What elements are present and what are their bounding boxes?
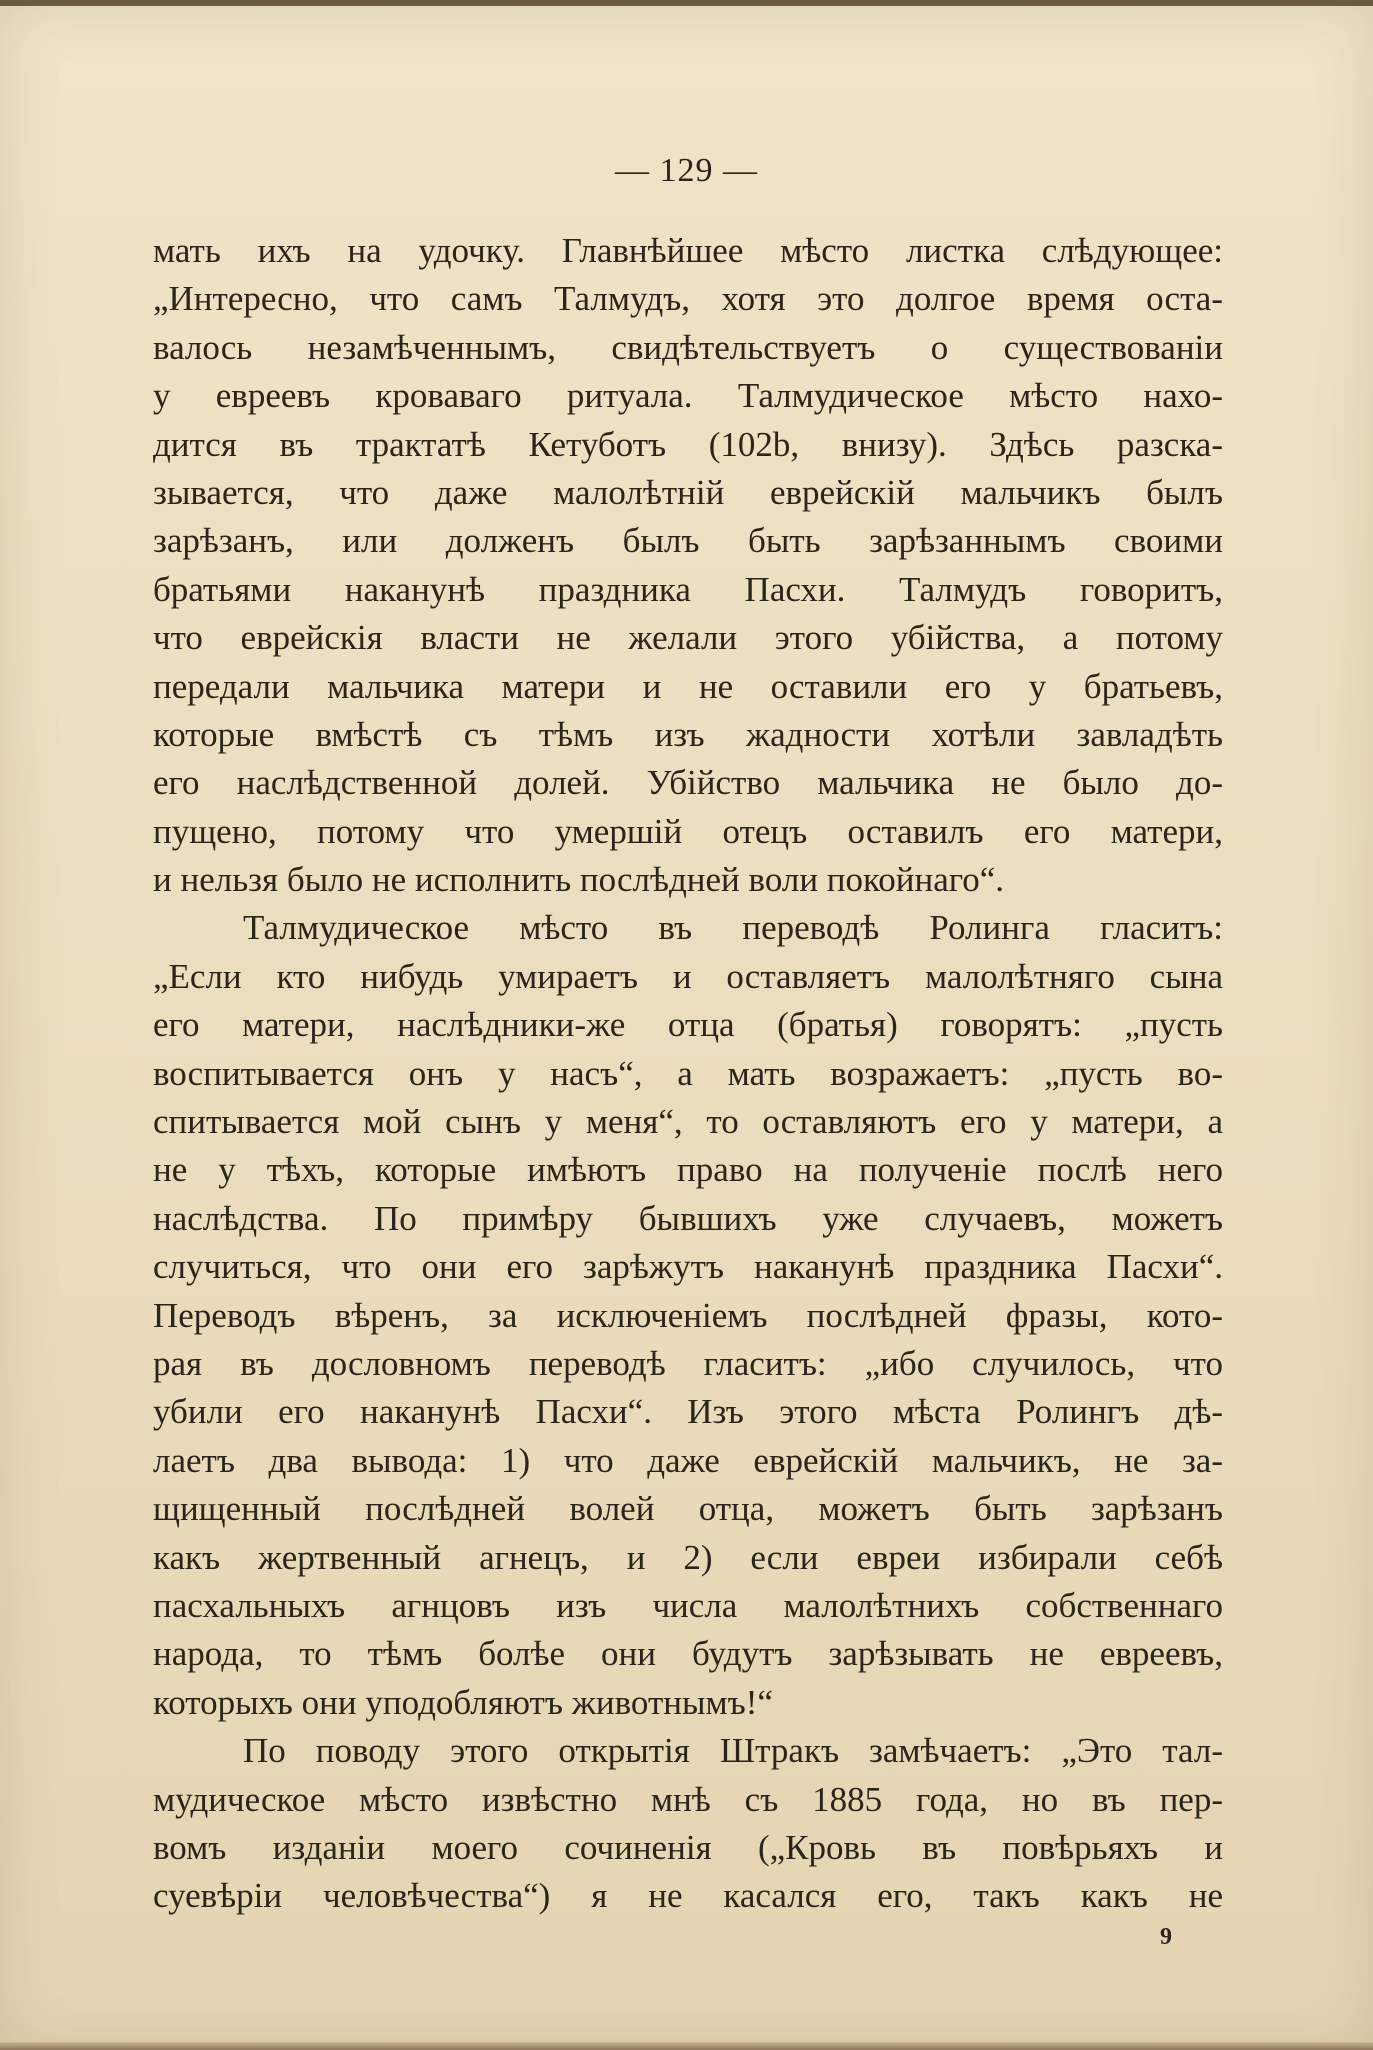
text-line: случиться, что они его зарѣжутъ наканунѣ праздника Пасхи“. (153, 1247, 1223, 1287)
text-line: народа, то тѣмъ болѣе они будутъ зарѣзывать не евреевъ, (153, 1634, 1223, 1674)
body-text (153, 227, 1223, 1921)
page-number-header: — 129 — (615, 152, 758, 189)
paragraph-end-line: которыхъ они уподобляютъ животнымъ!“ (153, 1682, 773, 1722)
paragraph-start-line: Талмудическое мѣсто въ переводѣ Ролинга гласитъ: (243, 908, 1223, 948)
text-line: дится въ трактатѣ Кетуботъ (102b, внизу). Здѣсь разска- (153, 424, 1223, 464)
text-line: убили его наканунѣ Пасхи“. Изъ этого мѣста Ролингъ дѣ- (153, 1392, 1223, 1432)
text-line: передали мальчика матери и не оставили его у братьевъ, (153, 666, 1223, 706)
text-line: мать ихъ на удочку. Главнѣйшее мѣсто листка слѣдующее: (153, 231, 1223, 270)
text-line: пущено, потому что умершій отецъ оставилъ его матери, (153, 811, 1223, 851)
text-line: братьями наканунѣ праздника Пасхи. Талмудъ говоритъ, (153, 569, 1223, 609)
text-line: пасхальныхъ агнцовъ изъ числа малолѣтнихъ собственнаго (153, 1585, 1223, 1625)
text-line: какъ жертвенный агнецъ, и 2) если евреи избирали себѣ (153, 1537, 1223, 1577)
text-line: „Если кто нибудь умираетъ и оставляетъ малолѣтняго сына (153, 956, 1223, 996)
text-line: вомъ изданіи моего сочиненія („Кровь въ повѣрьяхъ и (153, 1827, 1223, 1867)
text-line: которые вмѣстѣ съ тѣмъ изъ жадности хотѣли завладѣть (153, 714, 1223, 754)
signature-mark: 9 (1160, 1924, 1172, 1950)
paragraph-end-line: и нельзя было не исполнить послѣдней воли покойнаго“. (153, 860, 1005, 900)
page-bottom-edge (0, 2042, 1373, 2050)
text-line: Переводъ вѣренъ, за исключеніемъ послѣдней фразы, кото- (153, 1295, 1223, 1335)
text-line: его матери, наслѣдники-же отца (братья) говорятъ: „пусть (153, 1005, 1223, 1045)
text-line: наслѣдства. По примѣру бывшихъ уже случаевъ, можетъ (153, 1198, 1223, 1238)
text-line: не у тѣхъ, которые имѣютъ право на полученіе послѣ него (153, 1150, 1223, 1190)
text-line: зывается, что даже малолѣтній еврейскій мальчикъ былъ (153, 472, 1223, 512)
text-line: щищенный послѣдней волей отца, можетъ быть зарѣзанъ (153, 1489, 1223, 1529)
text-line: валось незамѣченнымъ, свидѣтельствуетъ о существованіи (153, 327, 1223, 367)
text-line: „Интересно, что самъ Талмудъ, хотя это долгое время оста- (153, 279, 1223, 319)
text-line: воспитывается онъ у насъ“, а мать возражаетъ: „пусть во- (153, 1053, 1223, 1093)
text-line: суевѣріи человѣчества“) я не касался его, такъ какъ не (153, 1876, 1223, 1916)
paragraph-start-line: По поводу этого открытія Штракъ замѣчаетъ: „Это тал- (243, 1731, 1223, 1771)
text-line: спитывается мой сынъ у меня“, то оставляютъ его у матери, а (153, 1102, 1223, 1142)
text-line: что еврейскія власти не желали этого убійства, а потому (153, 618, 1223, 658)
text-line: мудическое мѣсто извѣстно мнѣ съ 1885 года, но въ пер- (153, 1779, 1223, 1819)
text-line: зарѣзанъ, или долженъ былъ быть зарѣзаннымъ своими (153, 521, 1223, 561)
text-line: лаетъ два вывода: 1) что даже еврейскій мальчикъ, не за- (153, 1440, 1223, 1480)
text-line: его наслѣдственной долей. Убійство мальчика не было до- (153, 763, 1223, 803)
page-top-edge (0, 0, 1373, 6)
text-line: у евреевъ кроваваго ритуала. Талмудическое мѣсто нахо- (153, 376, 1223, 416)
text-line: рая въ дословномъ переводѣ гласитъ: „ибо случилось, что (153, 1343, 1223, 1383)
